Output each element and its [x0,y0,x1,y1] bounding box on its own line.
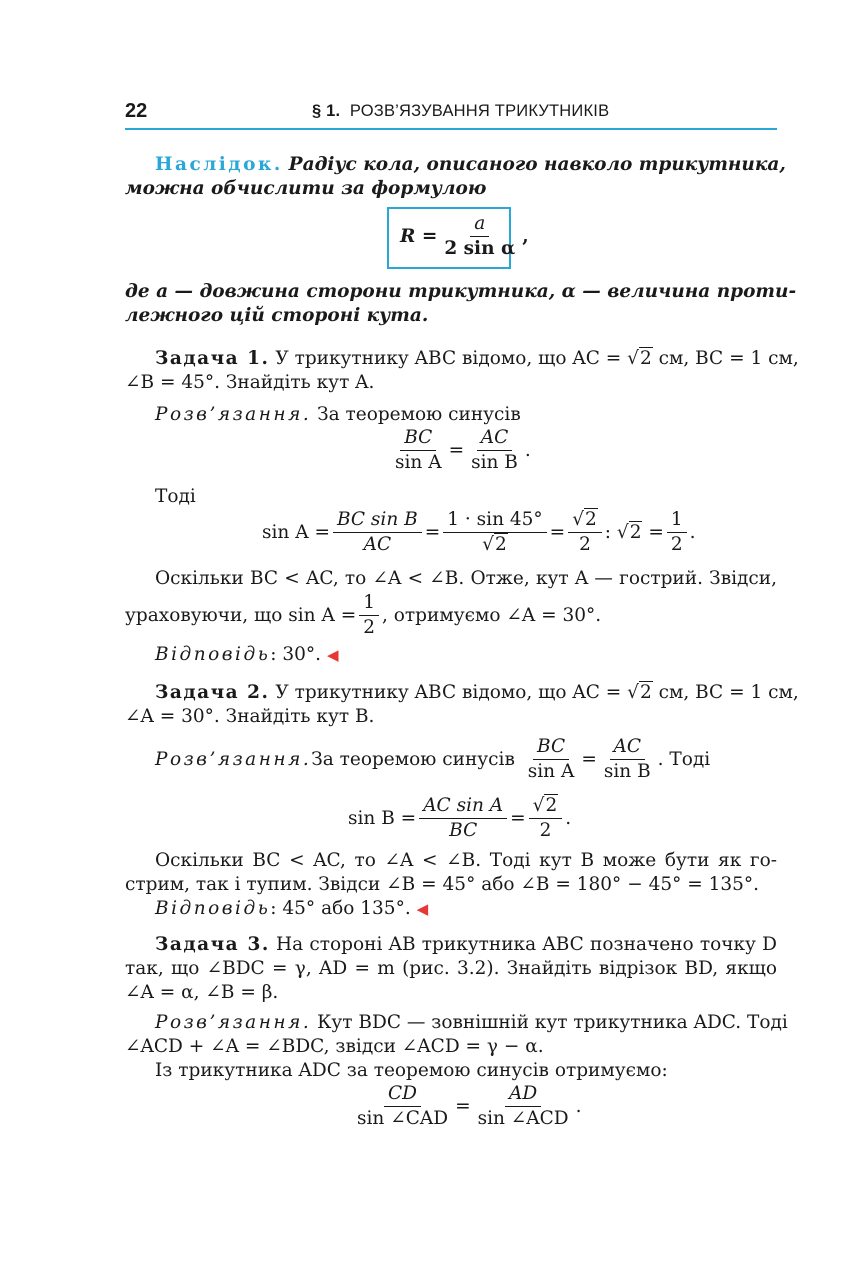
task3-line-6: Із трикутника ADC за теоремою синусів отримуємо: [155,1060,668,1081]
task3-line-1: Задача 3. На стороні AB трикутника ABC позначено точку D [155,934,777,955]
task1-line-2: ∠B = 45°. Знайдіть кут A. [125,372,375,393]
task1-since: Оскільки BC < AC, то ∠A < ∠B. Отже, кут A — гострий. Звідси, [155,568,777,589]
task1-taking: ураховуючи, що sin A = $\frac{1}{2}$ , отримуємо ∠A = 30°. [125,592,602,638]
task2-label: Задача 2. [155,682,270,703]
corollary-label: Наслідок. [155,154,283,175]
task2-line-1: Задача 2. У трикутнику ABC відомо, що AC = √2 см, BC = 1 см, [155,682,799,703]
task2-sine-law: Розв’язання. За теоремою синусів $\frac{BC}{\text{sin A}}$ = $\frac{AC}{\text{sin B}}$ . Тоді [155,736,711,782]
task1-label: Задача 1. [155,348,270,369]
task1-sinA-calc: sin A = $\frac{\text{BC sin B}}{AC}$ = $\frac{1 \cdot \sin 45^\circ}{√2}$ = $\frac{√2}{2}$ : √2 = $\frac{1}{2}$ . [262,509,696,555]
task1-sine-law: $\frac{BC}{\text{sin A}}$ = $\frac{AC}{\text{sin B}}$ . [395,427,531,473]
corollary-after-1: де a — довжина сторони трикутника, α — величина проти- [125,281,797,302]
task2-sinB-calc: sin B = $\frac{\text{AC sin A}}{BC}$ = $\frac{√2}{2}$ . [348,795,572,841]
running-header [312,102,609,121]
corollary-line-1: Наслідок. Радіус кола, описаного навколо трикутника, [155,154,786,175]
task2-line-4: стрим, так і тупим. Звідси ∠B = 45° або ∠B = 180° − 45° = 135°. [125,874,760,895]
section-title: РОЗВ’ЯЗУВАННЯ ТРИКУТНИКІВ [349,102,610,120]
task1-line-1: Задача 1. У трикутнику ABC відомо, що AC = √2 см, BC = 1 см, [155,348,799,369]
task2-answer: Відповідь: 45° або 135°. ◀ [155,898,429,919]
corollary-after-2: лежного цій стороні кута. [125,305,429,326]
task2-line-2: ∠A = 30°. Знайдіть кут B. [125,706,375,727]
section-number: § 1. [312,102,341,120]
end-of-solution-icon: ◀ [326,646,339,664]
task1-todi: Тоді [155,486,196,507]
task3-line-5: ∠ACD + ∠A = ∠BDC, звідси ∠ACD = γ − α. [125,1036,544,1057]
page-number: 22 [125,100,148,122]
task2-line-3: Оскільки BC < AC, то ∠A < ∠B. Тоді кут B може бути як го- [155,850,777,871]
task3-line-3: ∠A = α, ∠B = β. [125,982,279,1003]
task3-sine-law: $\frac{CD}{\text{sin ∠CAD}}$ = $\frac{AD}{\text{sin ∠ACD}}$ . [357,1083,582,1129]
corollary-line-2: можна обчислити за формулою [125,178,487,199]
task3-label: Задача 3. [155,934,270,955]
task1-solution: Розв’язання. За теоремою синусів [155,404,521,425]
task3-solution: Розв’язання. Кут BDC — зовнішній кут трикутника ADC. Тоді [155,1012,788,1033]
end-of-solution-icon: ◀ [416,900,429,918]
task1-answer: Відповідь: 30°. ◀ [155,644,339,665]
circumradius-formula: R = $\frac{a}{\text{2 sin α}}$ , [400,213,529,259]
task3-line-2: так, що ∠BDC = γ, AD = m (рис. 3.2). Знайдіть відрізок BD, якщо [125,958,777,979]
formula-fraction: $\frac{a}{\text{2 sin α}}$ [444,213,516,259]
header-rule [125,128,777,130]
